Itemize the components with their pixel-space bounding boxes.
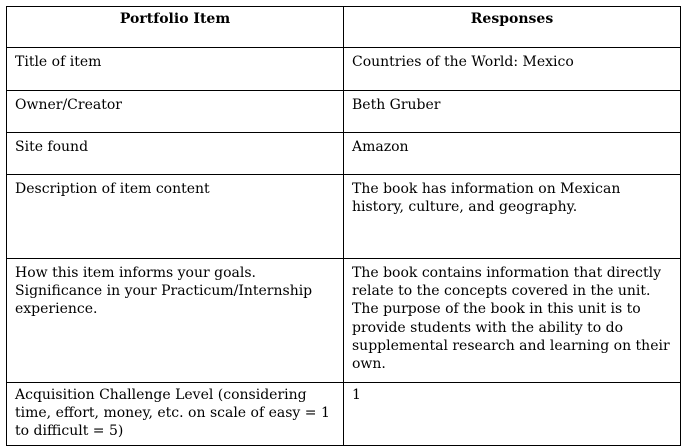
response-cell: Amazon <box>344 133 681 175</box>
header-row <box>7 7 681 48</box>
table-row <box>7 383 681 446</box>
table-row <box>7 91 681 133</box>
item-cell: Site found <box>7 133 344 175</box>
response-cell: 1 <box>344 383 681 446</box>
item-cell: Title of item <box>7 48 344 91</box>
header-portfolio-item: Portfolio Item <box>7 7 344 48</box>
response-cell: The book has information on Mexican history, culture, and geography. <box>344 175 681 259</box>
response-cell: Beth Gruber <box>344 91 681 133</box>
header-responses: Responses <box>344 7 681 48</box>
response-cell: The book contains information that directly relate to the concepts covered in the unit. The purpose of the book in this unit is to provide students with the ability to do supplemental research and learning on their own. <box>344 259 681 383</box>
table-row <box>7 259 681 383</box>
item-cell: Acquisition Challenge Level (considering time, effort, money, etc. on scale of easy = 1 to difficult = 5) <box>7 383 344 446</box>
table-row <box>7 133 681 175</box>
table-row <box>7 48 681 91</box>
item-cell: How this item informs your goals. Significance in your Practicum/Internship experience. <box>7 259 344 383</box>
item-cell: Owner/Creator <box>7 91 344 133</box>
response-cell: Countries of the World: Mexico <box>344 48 681 91</box>
table-row <box>7 175 681 259</box>
portfolio-table <box>6 6 681 446</box>
item-cell: Description of item content <box>7 175 344 259</box>
